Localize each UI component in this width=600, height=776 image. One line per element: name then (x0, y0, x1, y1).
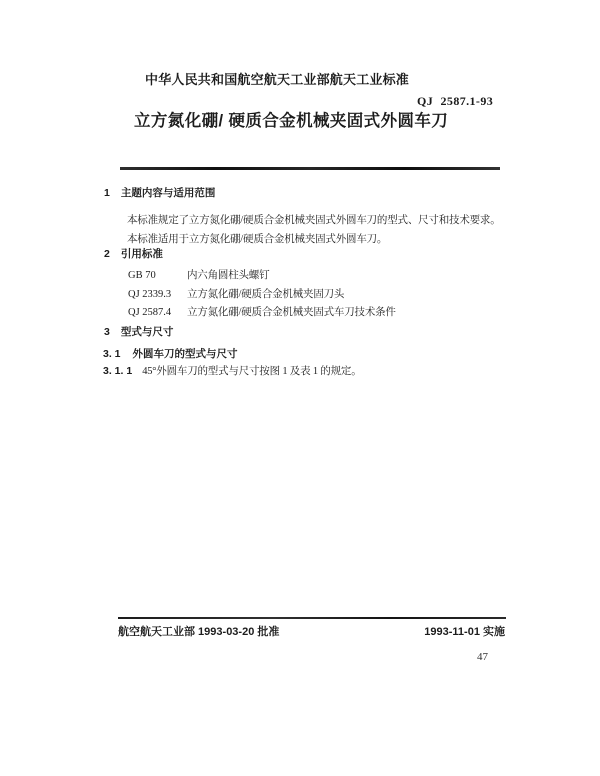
section-3-heading-text: 型式与尺寸 (120, 326, 174, 338)
footer-divider (118, 617, 506, 619)
section-1-number: 1 (104, 187, 110, 199)
reference-title: 内六角圆柱头螺钉 (187, 270, 270, 281)
standard-org-line: 中华人民共和国航空航天工业部航天工业标准 (145, 72, 410, 87)
section-3-heading (104, 324, 173, 339)
implementation-text: 1993-11-01 实施 (424, 626, 505, 638)
reference-title: 立方氮化硼/硬质合金机械夹固式车刀技术条件 (187, 307, 396, 318)
section-3-1-1-number: 3. 1. 1 (103, 365, 133, 377)
approval-text: 航空航天工业部 1993-03-20 批准 (118, 626, 280, 638)
reference-row (128, 267, 269, 282)
section-1-paragraph-line-1: 本标准规定了立方氮化硼/硬质合金机械夹固式外圆车刀的型式、尺寸和技术要求。 (127, 215, 501, 226)
reference-row (128, 304, 396, 319)
reference-code: QJ 2339.3 (128, 289, 172, 300)
section-3-1-heading-text: 外圆车刀的型式与尺寸 (132, 348, 238, 360)
standard-number: QJ 2587.1-93 (417, 94, 494, 108)
page-number: 47 (477, 651, 488, 663)
section-3-1-number: 3. 1 (103, 348, 121, 360)
reference-code: QJ 2587.4 (128, 307, 172, 318)
section-2-number: 2 (104, 248, 110, 260)
section-3-1-heading (103, 346, 238, 361)
section-3-1-1-clause (103, 363, 362, 378)
section-1-paragraph-line-2: 本标准适用于立方氮化硼/硬质合金机械夹固式外圆车刀。 (127, 234, 388, 245)
reference-code: GB 70 (128, 270, 156, 281)
section-2-heading (104, 246, 163, 261)
reference-title: 立方氮化硼/硬质合金机械夹固刀头 (187, 289, 345, 300)
section-3-number: 3 (104, 326, 110, 338)
reference-row (128, 286, 344, 301)
title-divider (120, 167, 500, 170)
section-3-1-1-text: 45°外圆车刀的型式与尺寸按图 1 及表 1 的规定。 (142, 366, 362, 377)
section-1-heading (104, 185, 215, 200)
section-2-heading-text: 引用标准 (120, 248, 163, 260)
document-title: 立方氮化硼/ 硬质合金机械夹固式外圆车刀 (134, 112, 449, 130)
section-1-heading-text: 主题内容与适用范围 (120, 187, 216, 199)
